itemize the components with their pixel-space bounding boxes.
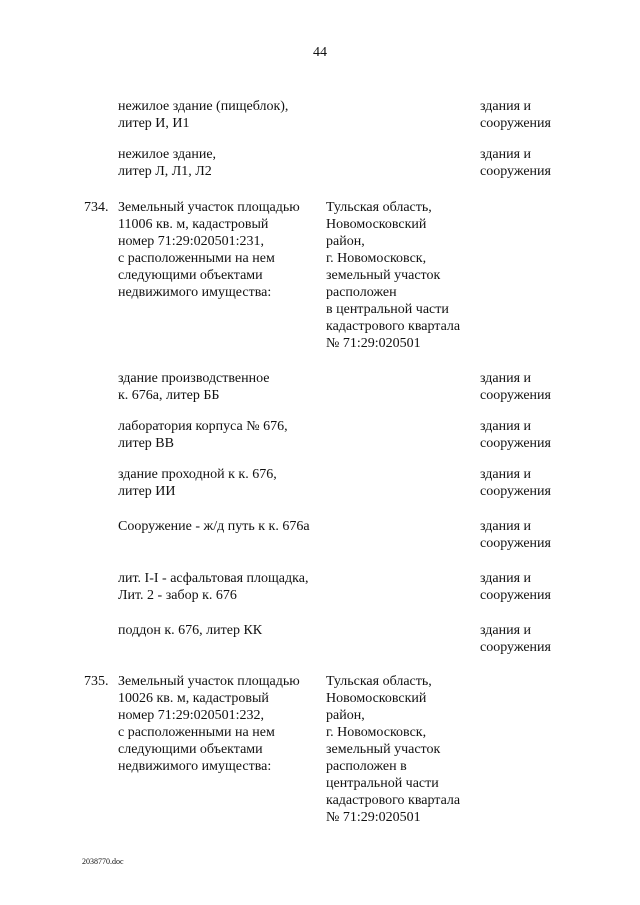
sub-item-name: лит. I-I - асфальтовая площадка, Лит. 2 - забор к. 676 <box>118 571 309 603</box>
sub-item-category: здания и сооружения <box>480 519 551 551</box>
sub-item-category: здания и сооружения <box>480 147 551 179</box>
sub-item-name: Сооружение - ж/д путь к к. 676а <box>118 519 310 534</box>
sub-item-category: здания и сооружения <box>480 419 551 451</box>
sub-item-name: нежилое здание, литер Л, Л1, Л2 <box>118 147 217 179</box>
sub-item-category: здания и сооружения <box>480 467 551 499</box>
sub-item-name: поддон к. 676, литер КК <box>118 623 263 638</box>
sub-item-name: нежилое здание (пищеблок), литер И, И1 <box>118 99 289 131</box>
sub-item-name: лаборатория корпуса № 676, литер ВВ <box>118 419 288 451</box>
page-number: 44 <box>313 45 327 60</box>
sub-item-name: здание производственное к. 676а, литер ББ <box>118 371 270 403</box>
entry-description: Земельный участок площадью 11006 кв. м, кадастровый номер 71:29:020501:231, с расположенными на нем следующими объектами недвижимого имущества: <box>118 200 300 300</box>
sub-item-name: здание проходной к к. 676, литер ИИ <box>118 467 277 499</box>
sub-item-category: здания и сооружения <box>480 99 551 131</box>
entry-description: Земельный участок площадью 10026 кв. м, кадастровый номер 71:29:020501:232, с расположенными на нем следующими объектами недвижимого имущества: <box>118 674 300 774</box>
sub-item-category: здания и сооружения <box>480 371 551 403</box>
sub-item-category: здания и сооружения <box>480 623 551 655</box>
sub-item-category: здания и сооружения <box>480 571 551 603</box>
entry-number: 734. <box>84 200 109 215</box>
entry-address: Тульская область, Новомосковский район, г. Новомосковск, земельный участок расположен в центральной части кадастрового квартала № 71:29:020501 <box>326 200 461 351</box>
entry-number: 735. <box>84 674 109 689</box>
footer-filename: 2038770.doc <box>82 857 124 866</box>
entry-address: Тульская область, Новомосковский район, г. Новомосковск, земельный участок расположен в центральной части кадастрового квартала № 71:29:020501 <box>326 674 461 825</box>
